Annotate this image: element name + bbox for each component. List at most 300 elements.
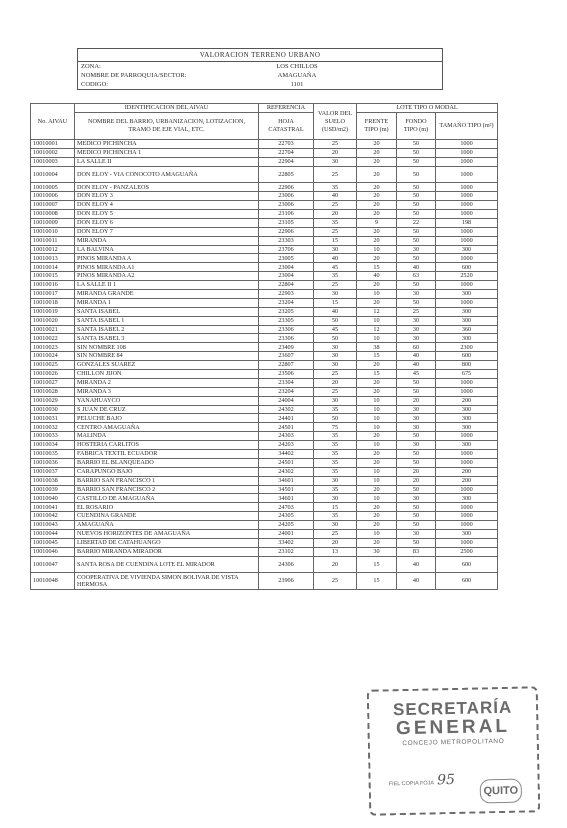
cell-hoja: 22805 — [259, 166, 314, 183]
cell-fondo: 50 — [397, 432, 436, 441]
cell-hoja: 22903 — [259, 289, 314, 298]
cell-valor: 25 — [314, 387, 357, 396]
cell-hoja: 24703 — [259, 503, 314, 512]
cell-valor: 35 — [314, 432, 357, 441]
table-row — [31, 467, 498, 476]
group-header-lote: LOTE TIPO O MODAL — [357, 104, 498, 113]
cell-no: 10010023 — [31, 343, 75, 352]
cell-fondo: 20 — [397, 476, 436, 485]
stamp-foja-label: FIEL COPIA FOJA — [388, 780, 434, 788]
cell-frente: 20 — [357, 538, 397, 547]
cell-no: 10010009 — [31, 218, 75, 227]
header-label: CODIGO: — [81, 81, 109, 88]
table-row — [31, 157, 498, 166]
cell-hoja: 33402 — [259, 538, 314, 547]
cell-hoja: 22704 — [259, 148, 314, 157]
secretaria-stamp — [367, 686, 541, 816]
cell-hoja: 23105 — [259, 218, 314, 227]
table-row — [31, 183, 498, 192]
table-row — [31, 476, 498, 485]
cell-no: 10010030 — [31, 405, 75, 414]
cell-valor: 30 — [314, 352, 357, 361]
cell-nombre: MIRANDA 2 — [75, 378, 259, 387]
group-header-referencia: REFERENCIA — [259, 104, 314, 113]
cell-tamano: 1000 — [436, 378, 498, 387]
cell-frente: 9 — [357, 218, 397, 227]
cell-frente: 10 — [357, 334, 397, 343]
cell-tamano: 1000 — [436, 236, 498, 245]
cell-frente: 20 — [357, 227, 397, 236]
cell-tamano: 1000 — [436, 140, 498, 149]
cell-hoja: 23303 — [259, 236, 314, 245]
cell-tamano: 1000 — [436, 512, 498, 521]
cell-no: 10010046 — [31, 547, 75, 556]
cell-fondo: 30 — [397, 325, 436, 334]
cell-hoja: 23004 — [259, 263, 314, 272]
cell-tamano: 1000 — [436, 298, 498, 307]
cell-no: 10010006 — [31, 192, 75, 201]
table-row — [31, 245, 498, 254]
cell-tamano: 1000 — [436, 227, 498, 236]
cell-hoja: 23004 — [259, 272, 314, 281]
cell-tamano: 1000 — [436, 254, 498, 263]
cell-no: 10010001 — [31, 140, 75, 149]
cell-frente: 30 — [357, 547, 397, 556]
cell-nombre: GONZALES SUAREZ — [75, 361, 259, 370]
cell-tamano: 1000 — [436, 503, 498, 512]
cell-frente: 20 — [357, 298, 397, 307]
cell-hoja: 22906 — [259, 183, 314, 192]
table-row — [31, 325, 498, 334]
cell-fondo: 50 — [397, 521, 436, 530]
cell-nombre: DON ELOY 6 — [75, 218, 259, 227]
cell-fondo: 30 — [397, 530, 436, 539]
header-value: LOS CHILLOS — [276, 63, 318, 70]
cell-tamano: 1000 — [436, 432, 498, 441]
cell-no: 10010047 — [31, 556, 75, 573]
cell-hoja: 23006 — [259, 201, 314, 210]
cell-tamano: 360 — [436, 325, 498, 334]
table-row — [31, 530, 498, 539]
cell-frente: 20 — [357, 192, 397, 201]
cell-hoja: 24306 — [259, 556, 314, 573]
table-row — [31, 387, 498, 396]
cell-tamano: 1000 — [436, 166, 498, 183]
cell-no: 10010039 — [31, 485, 75, 494]
cell-hoja: 24501 — [259, 423, 314, 432]
cell-no: 10010044 — [31, 530, 75, 539]
cell-fondo: 50 — [397, 192, 436, 201]
cell-hoja: 23204 — [259, 387, 314, 396]
cell-no: 10010036 — [31, 458, 75, 467]
cell-nombre: FABRICA TEXTIL ECUADOR — [75, 449, 259, 458]
cell-no: 10010041 — [31, 503, 75, 512]
cell-fondo: 83 — [397, 547, 436, 556]
cell-no: 10010013 — [31, 254, 75, 263]
cell-hoja: 23304 — [259, 378, 314, 387]
table-row — [31, 361, 498, 370]
cell-fondo: 40 — [397, 352, 436, 361]
cell-valor: 25 — [314, 281, 357, 290]
cell-frente: 20 — [357, 157, 397, 166]
cell-no: 10010017 — [31, 289, 75, 298]
cell-tamano: 300 — [436, 334, 498, 343]
cell-nombre: PINOS MIRANDA A — [75, 254, 259, 263]
cell-valor: 30 — [314, 521, 357, 530]
cell-fondo: 50 — [397, 157, 436, 166]
cell-frente: 10 — [357, 441, 397, 450]
cell-nombre: SIN NOMBRE 84 — [75, 352, 259, 361]
cell-no: 10010033 — [31, 432, 75, 441]
cell-frente: 20 — [357, 183, 397, 192]
cell-fondo: 30 — [397, 423, 436, 432]
cell-nombre: LA SALLE II — [75, 157, 259, 166]
cell-tamano: 600 — [436, 263, 498, 272]
table-row — [31, 343, 498, 352]
cell-tamano: 2520 — [436, 272, 498, 281]
table-row — [31, 236, 498, 245]
cell-nombre: BARRIO SAN FRANCISCO 1 — [75, 476, 259, 485]
col-header-fondo: FONDO TIPO (m) — [397, 113, 436, 140]
col-header-no: No. AIVAU — [31, 104, 75, 140]
cell-nombre: DON ELOY 7 — [75, 227, 259, 236]
cell-frente: 10 — [357, 423, 397, 432]
cell-valor: 30 — [314, 396, 357, 405]
cell-hoja: 23106 — [259, 209, 314, 218]
table-row — [31, 334, 498, 343]
cell-valor: 15 — [314, 236, 357, 245]
cell-valor: 30 — [314, 289, 357, 298]
cell-valor: 25 — [314, 201, 357, 210]
cell-hoja: 34501 — [259, 485, 314, 494]
cell-fondo: 20 — [397, 396, 436, 405]
stamp-line-3: CONCEJO METROPOLITANO — [402, 737, 505, 748]
cell-no: 10010025 — [31, 361, 75, 370]
cell-nombre: MEDICO PICHINCHA 1 — [75, 148, 259, 157]
cell-fondo: 50 — [397, 503, 436, 512]
cell-tamano: 1000 — [436, 201, 498, 210]
cell-no: 10010008 — [31, 209, 75, 218]
cell-hoja: 24203 — [259, 441, 314, 450]
table-body — [31, 140, 498, 590]
cell-nombre: MIRANDA GRANDE — [75, 289, 259, 298]
cell-frente: 10 — [357, 530, 397, 539]
cell-nombre: SANTA ISABEL 2 — [75, 325, 259, 334]
document-header — [77, 48, 443, 90]
cell-fondo: 40 — [397, 263, 436, 272]
cell-frente: 40 — [357, 272, 397, 281]
cell-hoja: 34402 — [259, 449, 314, 458]
table-row — [31, 192, 498, 201]
col-header-hoja: HOJA CATASTRAL — [259, 113, 314, 140]
cell-frente: 10 — [357, 494, 397, 503]
cell-tamano: 300 — [436, 530, 498, 539]
cell-valor: 40 — [314, 307, 357, 316]
cell-valor: 35 — [314, 183, 357, 192]
header-value: AMAGUAÑA — [277, 72, 317, 79]
cell-hoja: 22906 — [259, 227, 314, 236]
cell-nombre: MIRANDA 1 — [75, 298, 259, 307]
cell-tamano: 198 — [436, 218, 498, 227]
cell-no: 10010010 — [31, 227, 75, 236]
table-row — [31, 227, 498, 236]
cell-valor: 35 — [314, 272, 357, 281]
cell-hoja: 24205 — [259, 521, 314, 530]
cell-frente: 10 — [357, 414, 397, 423]
cell-hoja: 23005 — [259, 254, 314, 263]
cell-frente: 20 — [357, 209, 397, 218]
cell-nombre: DON ELOY 5 — [75, 209, 259, 218]
cell-hoja: 24401 — [259, 414, 314, 423]
cell-frente: 10 — [357, 476, 397, 485]
cell-valor: 25 — [314, 140, 357, 149]
cell-fondo: 30 — [397, 316, 436, 325]
col-header-tamano: TAMAÑO TIPO (m²) — [436, 113, 498, 140]
cell-frente: 20 — [357, 201, 397, 210]
cell-tamano: 2500 — [436, 547, 498, 556]
cell-no: 10010022 — [31, 334, 75, 343]
cell-frente: 20 — [357, 432, 397, 441]
cell-fondo: 50 — [397, 140, 436, 149]
cell-frente: 15 — [357, 573, 397, 590]
cell-fondo: 45 — [397, 369, 436, 378]
table-row — [31, 556, 498, 573]
cell-frente: 38 — [357, 343, 397, 352]
cell-valor: 30 — [314, 361, 357, 370]
cell-tamano: 300 — [436, 423, 498, 432]
cell-fondo: 50 — [397, 254, 436, 263]
cell-valor: 15 — [314, 298, 357, 307]
cell-tamano: 300 — [436, 414, 498, 423]
cell-hoja: 23906 — [259, 573, 314, 590]
header-row-codigo — [78, 80, 442, 89]
cell-frente: 15 — [357, 556, 397, 573]
cell-frente: 15 — [357, 352, 397, 361]
cell-valor: 35 — [314, 441, 357, 450]
cell-valor: 30 — [314, 476, 357, 485]
cell-tamano: 200 — [436, 476, 498, 485]
cell-tamano: 200 — [436, 467, 498, 476]
cell-valor: 20 — [314, 556, 357, 573]
header-row-parroquia — [78, 71, 442, 80]
table-row — [31, 369, 498, 378]
cell-nombre: MIRANDA 3 — [75, 387, 259, 396]
cell-tamano: 2300 — [436, 343, 498, 352]
table-row — [31, 485, 498, 494]
cell-no: 10010007 — [31, 201, 75, 210]
cell-nombre: LIBERTAD DE CATAHUANGO — [75, 538, 259, 547]
cell-tamano: 600 — [436, 556, 498, 573]
cell-no: 10010035 — [31, 449, 75, 458]
cell-frente: 20 — [357, 254, 397, 263]
cell-frente: 15 — [357, 369, 397, 378]
cell-frente: 20 — [357, 140, 397, 149]
cell-no: 10010028 — [31, 387, 75, 396]
cell-fondo: 30 — [397, 289, 436, 298]
table-row — [31, 547, 498, 556]
cell-frente: 12 — [357, 307, 397, 316]
cell-frente: 20 — [357, 378, 397, 387]
cell-nombre: SANTA ISABEL 1 — [75, 316, 259, 325]
cell-hoja: 24303 — [259, 432, 314, 441]
cell-fondo: 63 — [397, 272, 436, 281]
cell-nombre: DON ELOY - VIA CONOCOTO AMAGUAÑA — [75, 166, 259, 183]
header-label: ZONA: — [81, 63, 101, 70]
stamp-line-2: GENERAL — [395, 715, 511, 740]
cell-nombre: CARAPUNGO BAJO — [75, 467, 259, 476]
cell-nombre: PELUCHE BAJO — [75, 414, 259, 423]
cell-nombre: YANAHUAYCO — [75, 396, 259, 405]
cell-frente: 20 — [357, 148, 397, 157]
cell-hoja: 23205 — [259, 307, 314, 316]
cell-no: 10010027 — [31, 378, 75, 387]
cell-tamano: 1000 — [436, 538, 498, 547]
table-row — [31, 503, 498, 512]
cell-fondo: 25 — [397, 307, 436, 316]
cell-tamano: 800 — [436, 361, 498, 370]
table-row — [31, 432, 498, 441]
cell-hoja: 24305 — [259, 512, 314, 521]
cell-tamano: 300 — [436, 405, 498, 414]
cell-tamano: 600 — [436, 352, 498, 361]
cell-valor: 35 — [314, 485, 357, 494]
cell-valor: 50 — [314, 414, 357, 423]
cell-hoja: 23506 — [259, 369, 314, 378]
table-row — [31, 573, 498, 590]
col-header-nombre: NOMBRE DEL BARRIO, URBANIZACION, LOTIZACION, TRAMO DE EJE VIAL, ETC. — [75, 113, 259, 140]
cell-nombre: DON ELOY - PANZALEOS — [75, 183, 259, 192]
cell-tamano: 675 — [436, 369, 498, 378]
table-row — [31, 166, 498, 183]
cell-fondo: 50 — [397, 227, 436, 236]
table-row — [31, 209, 498, 218]
cell-no: 10010005 — [31, 183, 75, 192]
col-header-valor: VALOR DEL SUELO (USD/m2) — [314, 104, 357, 140]
cell-nombre: PINOS MIRANDA A2 — [75, 272, 259, 281]
cell-nombre: SANTA ROSA DE CUENDINA LOTE EL MIRADOR — [75, 556, 259, 573]
cell-hoja: 34601 — [259, 494, 314, 503]
cell-hoja: 23607 — [259, 352, 314, 361]
cell-valor: 40 — [314, 254, 357, 263]
cell-frente: 20 — [357, 281, 397, 290]
cell-nombre: MIRANDA — [75, 236, 259, 245]
cell-tamano: 1000 — [436, 449, 498, 458]
cell-fondo: 50 — [397, 378, 436, 387]
cell-no: 10010034 — [31, 441, 75, 450]
cell-fondo: 30 — [397, 334, 436, 343]
cell-fondo: 50 — [397, 236, 436, 245]
cell-no: 10010002 — [31, 148, 75, 157]
cell-no: 10010045 — [31, 538, 75, 547]
cell-hoja: 34601 — [259, 476, 314, 485]
cell-nombre: MALINDA — [75, 432, 259, 441]
cell-fondo: 50 — [397, 209, 436, 218]
cell-valor: 45 — [314, 325, 357, 334]
cell-no: 10010043 — [31, 521, 75, 530]
cell-nombre: CASTILLO DE AMAGUAÑA — [75, 494, 259, 503]
cell-no: 10010012 — [31, 245, 75, 254]
cell-no: 10010029 — [31, 396, 75, 405]
cell-nombre: S JUAN DE CRUZ — [75, 405, 259, 414]
cell-no: 10010016 — [31, 281, 75, 290]
cell-fondo: 40 — [397, 361, 436, 370]
cell-valor: 20 — [314, 209, 357, 218]
cell-fondo: 50 — [397, 458, 436, 467]
cell-fondo: 22 — [397, 218, 436, 227]
cell-valor: 35 — [314, 512, 357, 521]
table-row — [31, 272, 498, 281]
cell-tamano: 200 — [436, 396, 498, 405]
cell-nombre: COOPERATIVA DE VIVIENDA SIMON BOLIVAR DE VISTA HERMOSA — [75, 573, 259, 590]
cell-valor: 20 — [314, 378, 357, 387]
cell-fondo: 50 — [397, 512, 436, 521]
cell-nombre: SIN NOMBRE 108 — [75, 343, 259, 352]
cell-hoja: 23706 — [259, 245, 314, 254]
cell-nombre: LA BALVINA — [75, 245, 259, 254]
cell-nombre: CENTRO AMAGUAÑA — [75, 423, 259, 432]
table-row — [31, 254, 498, 263]
cell-valor: 35 — [314, 405, 357, 414]
cell-hoja: 24001 — [259, 530, 314, 539]
cell-tamano: 1000 — [436, 209, 498, 218]
stamp-foja — [388, 772, 455, 789]
cell-nombre: EL ROSARIO — [75, 503, 259, 512]
cell-valor: 35 — [314, 218, 357, 227]
cell-valor: 25 — [314, 166, 357, 183]
cell-valor: 25 — [314, 369, 357, 378]
cell-no: 10010042 — [31, 512, 75, 521]
cell-fondo: 30 — [397, 405, 436, 414]
cell-hoja: 23006 — [259, 192, 314, 201]
cell-valor: 13 — [314, 547, 357, 556]
table-row — [31, 512, 498, 521]
cell-fondo: 30 — [397, 414, 436, 423]
cell-no: 10010003 — [31, 157, 75, 166]
cell-hoja: 22807 — [259, 361, 314, 370]
cell-frente: 20 — [357, 503, 397, 512]
cell-no: 10010040 — [31, 494, 75, 503]
table-row — [31, 538, 498, 547]
cell-valor: 15 — [314, 503, 357, 512]
cell-valor: 35 — [314, 467, 357, 476]
cell-tamano: 300 — [436, 289, 498, 298]
stamp-foja-number: 95 — [437, 771, 456, 789]
cell-valor: 75 — [314, 423, 357, 432]
cell-fondo: 50 — [397, 148, 436, 157]
cell-frente: 20 — [357, 449, 397, 458]
cell-tamano: 300 — [436, 441, 498, 450]
cell-frente: 10 — [357, 245, 397, 254]
cell-nombre: SANTA ISABEL 3 — [75, 334, 259, 343]
header-value: 1101 — [290, 81, 304, 88]
header-label: NOMBRE DE PARROQUIA/SECTOR: — [81, 72, 187, 79]
cell-nombre: BARRIO EL BLANQUEADO — [75, 458, 259, 467]
cell-nombre: MEDICO PICHINCHA — [75, 140, 259, 149]
cell-fondo: 40 — [397, 573, 436, 590]
table-row — [31, 449, 498, 458]
cell-frente: 20 — [357, 521, 397, 530]
cell-valor: 25 — [314, 573, 357, 590]
cell-hoja: 24501 — [259, 458, 314, 467]
cell-frente: 10 — [357, 316, 397, 325]
cell-valor: 35 — [314, 449, 357, 458]
cell-nombre: AMAGUAÑA — [75, 521, 259, 530]
table-row — [31, 521, 498, 530]
col-header-frente: FRENTE TIPO (m) — [357, 113, 397, 140]
cell-nombre: CUENDINA GRANDE — [75, 512, 259, 521]
table-row — [31, 458, 498, 467]
cell-valor: 30 — [314, 245, 357, 254]
